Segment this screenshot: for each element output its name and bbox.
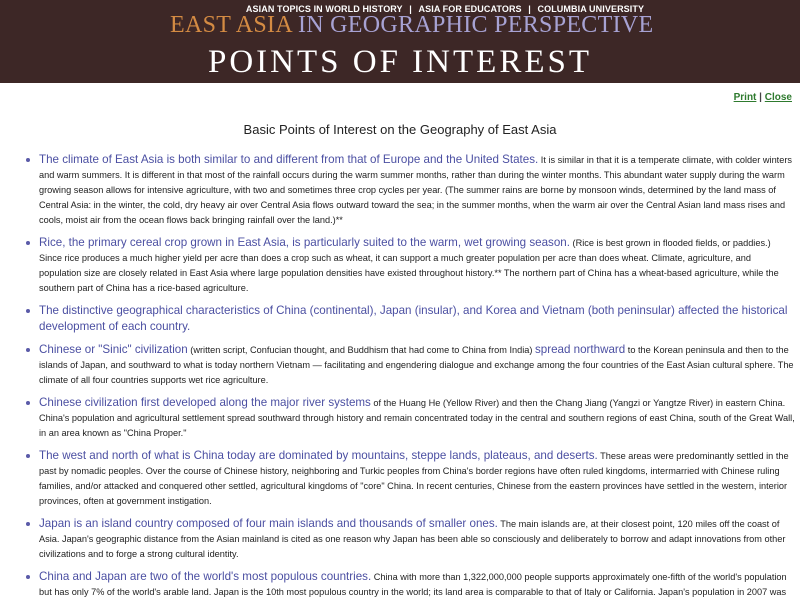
list-item xyxy=(25,342,795,388)
item-text-2: to the Korean peninsula and then to the islands of Japan, and southward to what is today northern Vietnam — facilitating and engendering dialogue and exchange among the four countries of the East Asian cultural sphere. The climate of all four countries supports wet rice agriculture. xyxy=(39,345,794,385)
item-text: (Rice is best grown in flooded fields, or paddies.) Since rice produces a much higher yield per acre than does a crop such as wheat, it can support a much greater population per acre than does wheat. Climate, agriculture, and population size are closely related in East Asia where large population densities have existed throughout history.** The northern part of China has a wheat-based agriculture, while the southern part of China has a rice-based agriculture. xyxy=(39,238,779,293)
item-highlight: Rice, the primary cereal crop grown in East Asia, is particularly suited to the warm, wet growing season. xyxy=(39,236,570,249)
points-list xyxy=(25,152,795,607)
separator: | xyxy=(409,4,412,14)
item-highlight: Japan is an island country composed of four main islands and thousands of smaller ones. xyxy=(39,517,498,530)
site-title-geographic-perspective: IN GEOGRAPHIC PERSPECTIVE xyxy=(297,12,654,38)
list-item xyxy=(25,395,795,441)
item-highlight: China and Japan are two of the world's most populous countries. xyxy=(39,570,372,583)
list-item xyxy=(25,235,795,296)
site-title-east-asia: EAST ASIA xyxy=(170,12,292,38)
item-text: of the Huang He (Yellow River) and then the Chang Jiang (Yangzi or Yangtze River) in eastern China. China's population and agricultural settlement spread southward through history and remain concentrated today in the central and southern regions of east China, south of the Great Wall, in an area known as "China Proper." xyxy=(39,398,795,438)
link-asian-topics[interactable]: ASIAN TOPICS IN WORLD HISTORY xyxy=(245,4,403,14)
tools-separator: | xyxy=(759,92,762,103)
list-item xyxy=(25,303,795,335)
link-columbia-university[interactable]: COLUMBIA UNIVERSITY xyxy=(537,4,645,14)
item-highlight: The climate of East Asia is both similar to and different from that of Europe and the United States. xyxy=(39,153,539,166)
item-highlight: The distinctive geographical characteristics of China (continental), Japan (insular), and Korea and Vietnam (both peninsular) affected the historical development of each country. xyxy=(39,304,788,333)
item-highlight: Chinese or "Sinic" civilization xyxy=(39,343,188,356)
separator: | xyxy=(528,4,531,14)
list-item xyxy=(25,516,795,562)
print-link[interactable]: Print xyxy=(733,92,757,103)
site-header xyxy=(0,0,800,83)
list-item xyxy=(25,569,795,600)
item-highlight: The west and north of what is China today are dominated by mountains, steppe lands, plateaus, and deserts. xyxy=(39,449,598,462)
close-link[interactable]: Close xyxy=(764,92,792,103)
item-text: It is similar in that it is a temperate climate, with colder winters and warm summers. It is different in that most of the rainfall occurs during the warm summer months, rather than during the winter months. This abundant water supply during the warm growing season allows for intensive agriculture, with two and sometimes three crop cycles per year. (The summer rains are borne by monsoon winds, determined by the land mass of Central Asia: in the winter, the cold, dry heavy air over Central Asia flows outward toward the sea; in the summer months, when the warm air over the Central Asian land mass rises and cools, moist air from the ocean flows back bringing rainfall over the land.)** xyxy=(39,155,792,225)
item-highlight-2: spread northward xyxy=(534,343,626,356)
list-item xyxy=(25,448,795,509)
item-text: These areas were predominantly settled in the past by nomadic peoples. Over the course of Chinese history, neighboring and Turkic peoples from China's border regions have often ruled kingdoms, intermarried with Chinese ruling families, and/or attacked and conquered other settled, agricultural kingdoms of "core" China. In recent centuries, Chinese from the eastern provinces have settled in the western, interior provinces, often at government instigation. xyxy=(39,451,789,506)
main-heading: Basic Points of Interest on the Geography of East Asia xyxy=(243,122,557,137)
list-item xyxy=(25,152,795,228)
page-banner: POINTS OF INTEREST xyxy=(207,44,593,80)
item-text: The main islands are, at their closest point, 120 miles off the coast of Asia. Japan's geographic distance from the Asian mainland is cited as one reason why Japan has been able so consciously and deliberately to borrow and adapt innovations from other civilizations and to forge a strong cultural identity. xyxy=(39,519,786,559)
link-asia-for-educators[interactable]: ASIA FOR EDUCATORS xyxy=(418,4,522,14)
item-text: (written script, Confucian thought, and Buddhism that had come to China from India) xyxy=(187,345,535,355)
item-highlight: Chinese civilization first developed along the major river systems xyxy=(39,396,371,409)
page-tools xyxy=(734,92,792,103)
item-text: China with more than 1,322,000,000 people supports approximately one-fifth of the world's population but has only 7% of the world's arable land. Japan is the 10th most populous country in the world; its land area is comparable to that of Italy or California. Japan's population in 2007 was xyxy=(39,572,787,597)
site-title[interactable] xyxy=(170,12,653,39)
